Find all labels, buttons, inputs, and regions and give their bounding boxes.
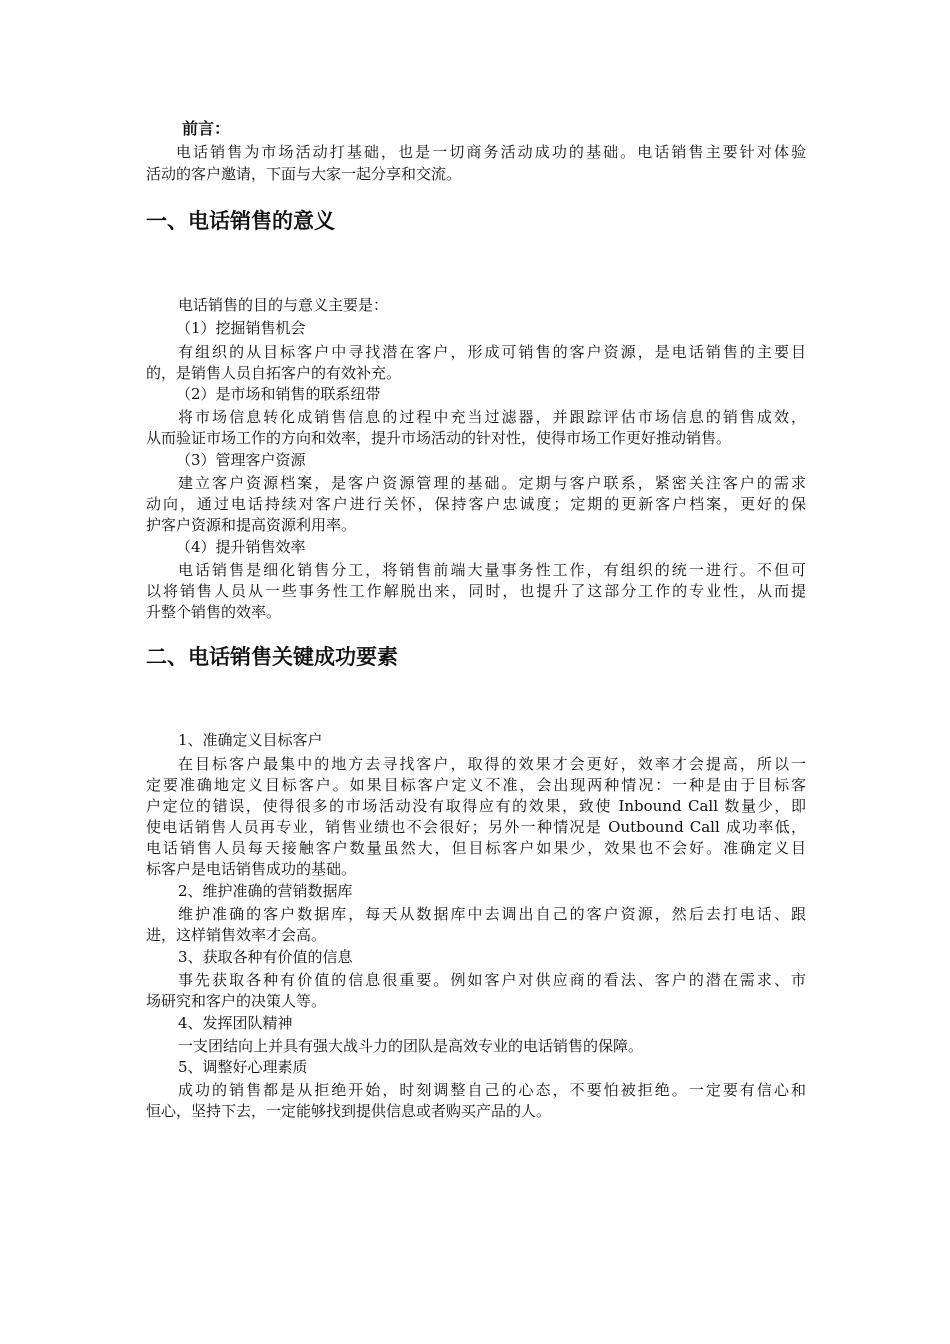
- section-heading: 二、电话销售关键成功要素: [146, 645, 398, 669]
- paragraph-line: 恒心，坚持下去，一定能够找到提供信息或者购买产品的人。: [146, 1102, 552, 1120]
- paragraph-line: 电话销售人员每天接触客户数量虽然大，但目标客户如果少，效果也不会好。准确定义目: [146, 839, 806, 857]
- item-title: 4、发挥团队精神: [178, 1014, 293, 1032]
- paragraph-line: 一支团结向上并具有强大战斗力的团队是高效专业的电话销售的保障。: [178, 1037, 644, 1055]
- section-heading: 一、电话销售的意义: [146, 209, 335, 233]
- paragraph-line: 使电话销售人员再专业，销售业绩也不会很好；另外一种情况是 Outbound Call 成功率低，: [146, 818, 806, 836]
- paragraph-line: 电话销售是细化销售分工，将销售前端大量事务性工作，有组织的统一进行。不但可: [178, 561, 806, 579]
- paragraph-line: 将市场信息转化成销售信息的过程中充当过滤器，并跟踪评估市场信息的销售成效，: [178, 408, 806, 426]
- item-title: 5、调整好心理素质: [178, 1058, 308, 1076]
- paragraph-line: 升整个销售的效率。: [146, 603, 282, 621]
- paragraph-line: 的，是销售人员自拓客户的有效补充。: [146, 364, 402, 382]
- item-title: （4）提升销售效率: [176, 538, 306, 556]
- paragraph-line: 从而验证市场工作的方向和效率，提升市场活动的针对性，使得市场工作更好推动销售。: [146, 429, 732, 447]
- item-title: （3）管理客户资源: [176, 451, 306, 469]
- item-title: （1）挖掘销售机会: [176, 319, 306, 337]
- preface-line: 电话销售为市场活动打基础，也是一切商务活动成功的基础。电话销售主要针对体验: [176, 143, 806, 161]
- paragraph-line: 有组织的从目标客户中寻找潜在客户，形成可销售的客户资源，是电话销售的主要目: [178, 343, 806, 361]
- section-intro: 电话销售的目的与意义主要是：: [178, 296, 389, 314]
- item-title: 1、准确定义目标客户: [178, 731, 323, 749]
- item-title: （2）是市场和销售的联系纽带: [176, 385, 381, 403]
- paragraph-line: 动向，通过电话持续对客户进行关怀，保持客户忠诚度；定期的更新客户档案，更好的保: [146, 495, 806, 513]
- paragraph-line: 进，这样销售效率才会高。: [146, 926, 327, 944]
- paragraph-line: 在目标客户最集中的地方去寻找客户，取得的效果才会更好，效率才会提高，所以一: [178, 755, 806, 773]
- item-title: 3、获取各种有价值的信息: [178, 948, 353, 966]
- paragraph-line: 护客户资源和提高资源利用率。: [146, 516, 357, 534]
- paragraph-line: 维护准确的客户数据库，每天从数据库中去调出自己的客户资源，然后去打电话、跟: [178, 905, 806, 923]
- paragraph-line: 建立客户资源档案，是客户资源管理的基础。定期与客户联系，紧密关注客户的需求: [178, 474, 806, 492]
- paragraph-line: 标客户是电话销售成功的基础。: [146, 860, 357, 878]
- paragraph-line: 以将销售人员从一些事务性工作解脱出来，同时，也提升了这部分工作的专业性，从而提: [146, 582, 806, 600]
- paragraph-line: 事先获取各种有价值的信息很重要。例如客户对供应商的看法、客户的潜在需求、市: [178, 971, 806, 989]
- item-title: 2、维护准确的营销数据库: [178, 882, 353, 900]
- preface-line: 活动的客户邀请，下面与大家一起分享和交流。: [146, 165, 462, 183]
- preface-label: 前言：: [182, 119, 231, 138]
- paragraph-line: 户定位的错误，使得很多的市场活动没有取得应有的效果，致使 Inbound Call 数量少，即: [146, 797, 806, 815]
- paragraph-line: 定要准确地定义目标客户。如果目标客户定义不准，会出现两种情况：一种是由于目标客: [146, 776, 806, 794]
- paragraph-line: 场研究和客户的决策人等。: [146, 992, 327, 1010]
- paragraph-line: 成功的销售都是从拒绝开始，时刻调整自己的心态，不要怕被拒绝。一定要有信心和: [178, 1081, 806, 1099]
